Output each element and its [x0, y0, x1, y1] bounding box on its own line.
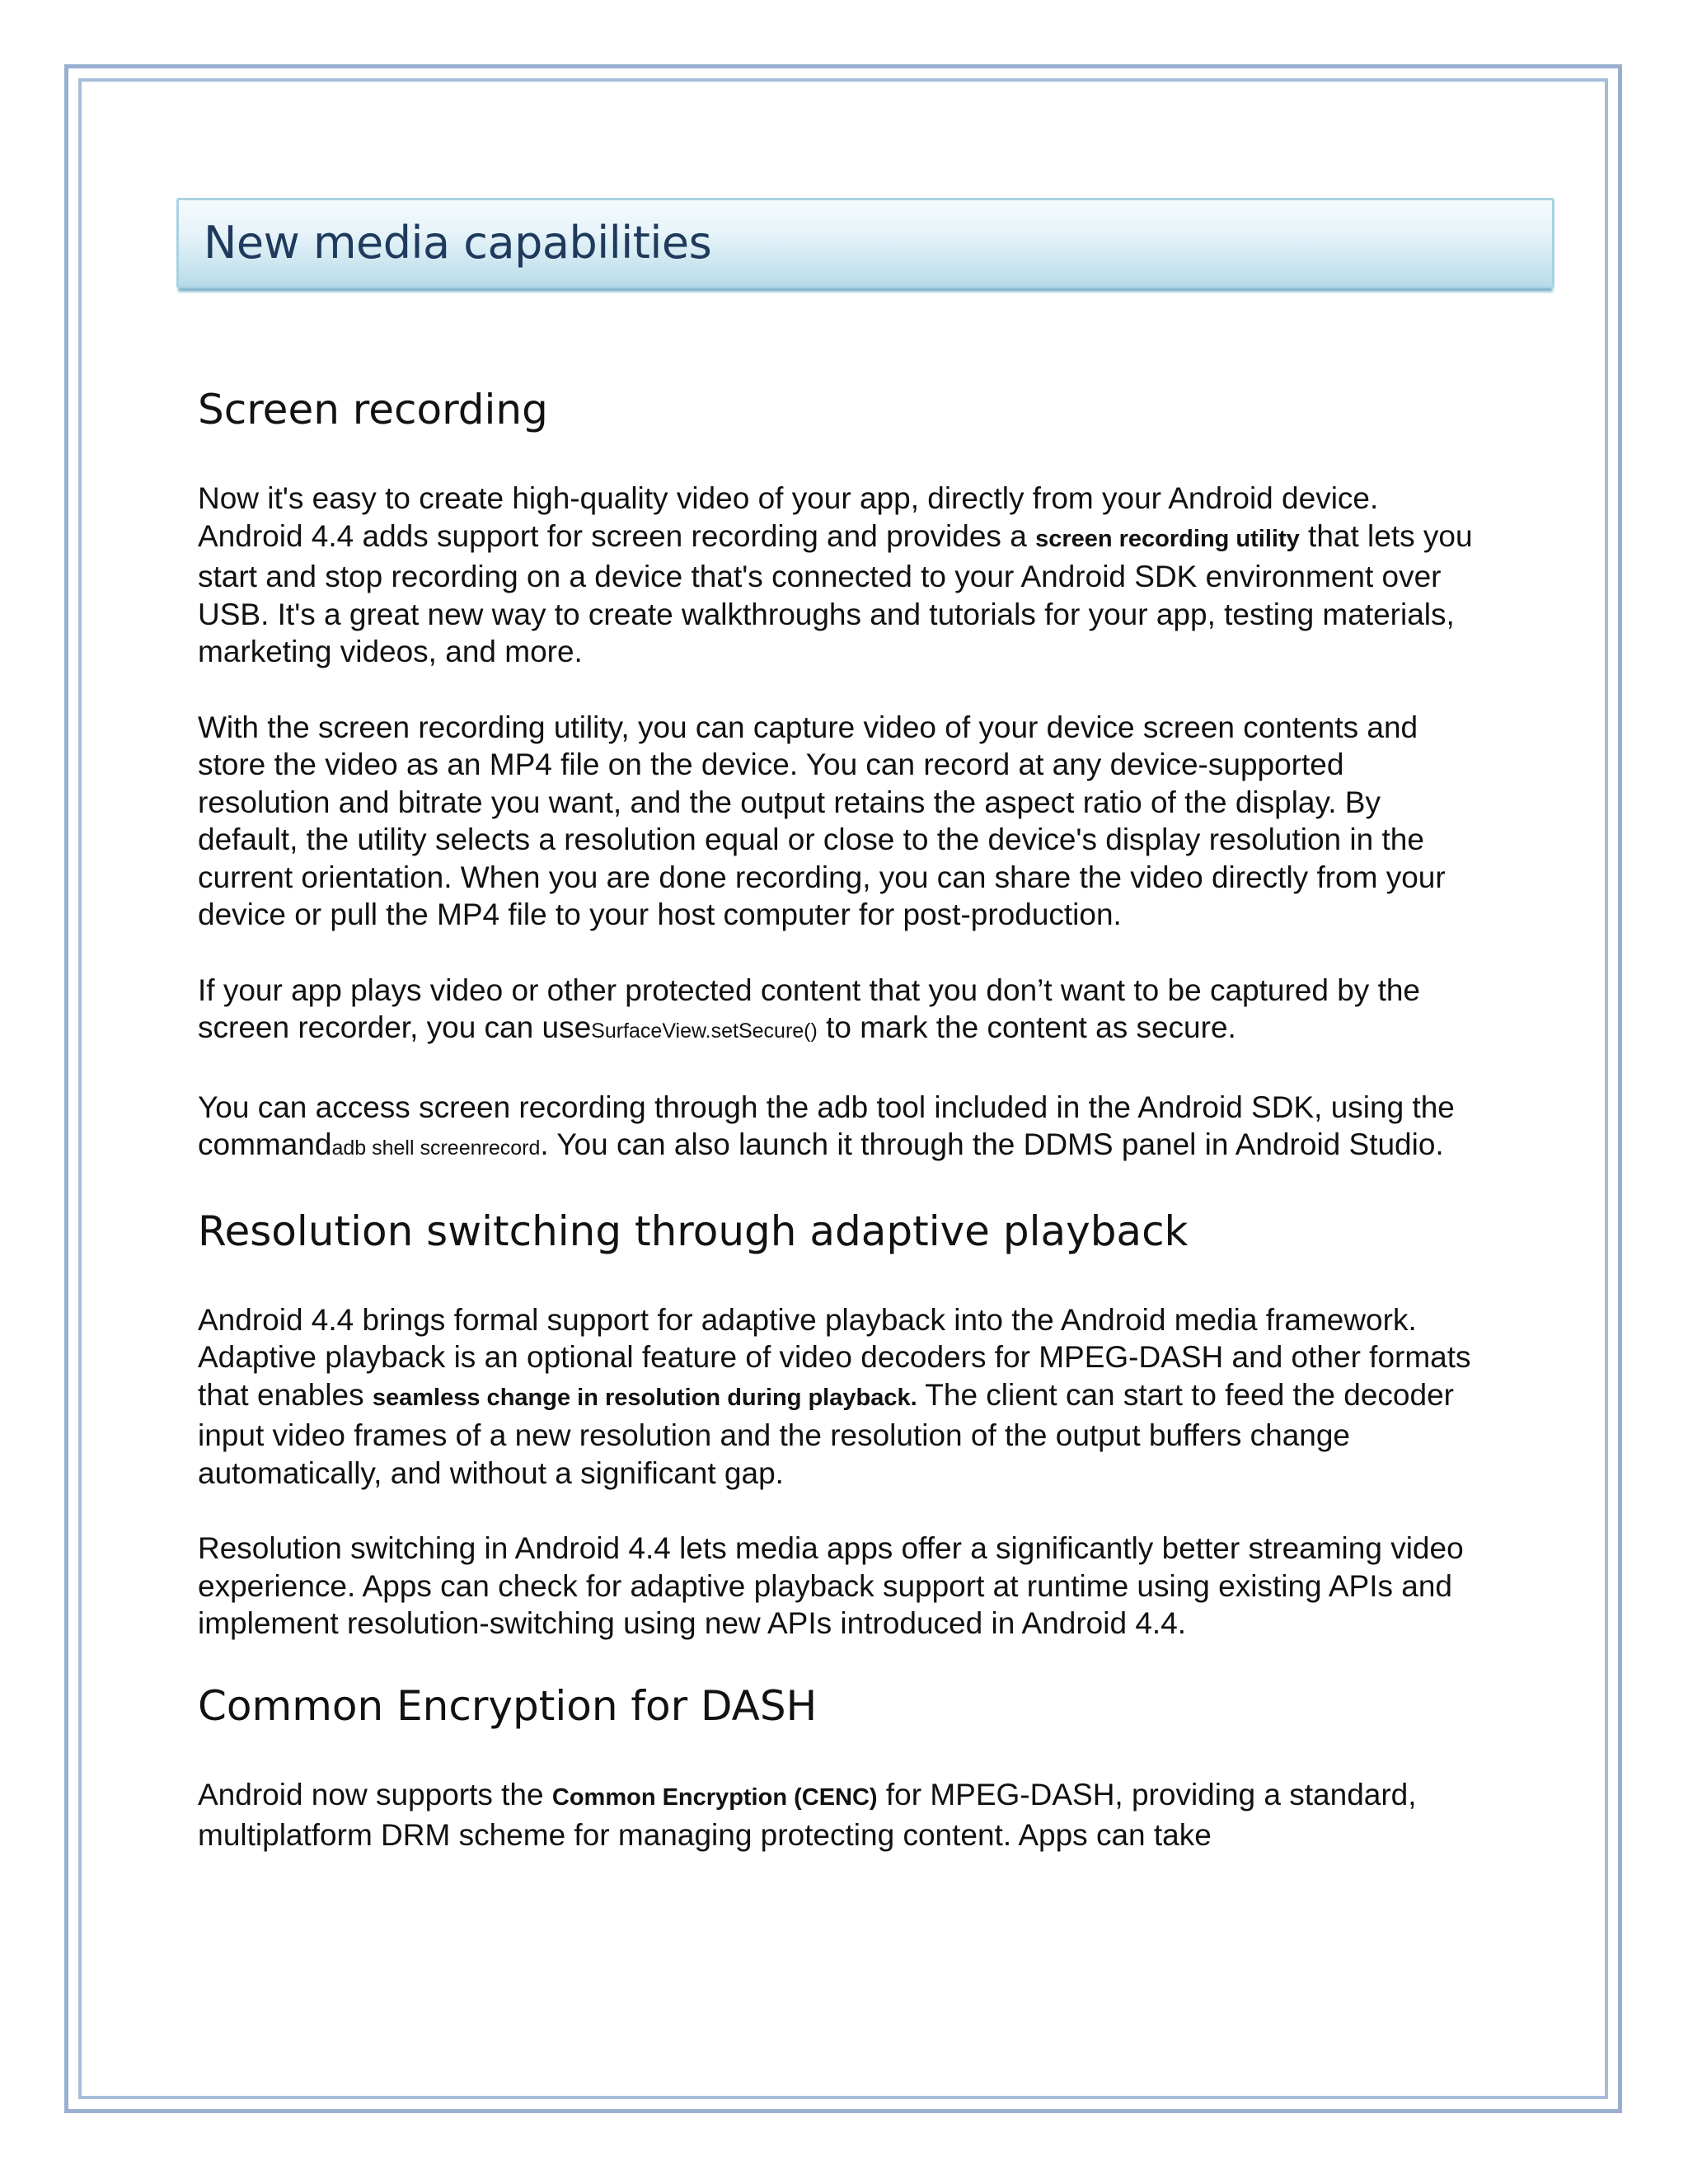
paragraph-adb-command: You can access screen recording through the adb tool included in the Android SDK, using the commandadb shell screenrecord. You can also launch it through the DDMS panel in Android Studio.	[198, 1090, 1455, 1161]
cenc-link[interactable]: Common Encryption (CENC)	[551, 1783, 878, 1811]
paragraph-protected-content: If your app plays video or other protected content that you don’t want to be captured by the screen recorder, you can useSurfaceView.setSecure() to mark the content as secure.	[198, 972, 1420, 1044]
surfaceview-setsecure-code: SurfaceView.setSecure()	[591, 1019, 818, 1043]
page-title: New media capabilities	[204, 217, 712, 269]
adb-screenrecord-code: adb shell screenrecord	[331, 1137, 541, 1160]
section-heading-screen-recording: Screen recording	[198, 386, 548, 434]
title-banner	[176, 198, 1554, 288]
paragraph-screen-recording-intro: Now it's easy to create high-quality video of your app, directly from your Android device. Android 4.4 adds support for screen recording and provides a screen recording utility that lets you start and stop recording on a device that's connected to your Android SDK environment over USB. It's a great new way to create walkthroughs and tutorials for your app, testing materials, marketing videos, and more.	[198, 481, 1473, 668]
paragraph-screen-recording-details: With the screen recording utility, you can capture video of your device screen contents and store the video as an MP4 file on the device. You can record at any device-supported resolution and bitrate you want, and the output retains the aspect ratio of the display. By default, the utility selects a resolution equal or close to the device's display resolution in the current orientation. When you are done recording, you can share the video directly from your device or pull the MP4 file to your host computer for post-production.	[198, 710, 1446, 931]
screen-recording-utility-link[interactable]: screen recording utility	[1035, 525, 1300, 552]
paragraph-resolution-switching: Resolution switching in Android 4.4 lets media apps offer a significantly better streaming video experience. Apps can check for adaptive playback support at runtime using existing APIs and implement resolution-switching using new APIs introduced in Android 4.4.	[198, 1531, 1464, 1640]
seamless-change-link[interactable]: seamless change in resolution during playback.	[372, 1384, 917, 1411]
document-body	[198, 386, 1484, 1854]
paragraph-common-encryption: Android now supports the Common Encryption (CENC) for MPEG-DASH, providing a standard, multiplatform DRM scheme for managing protecting content. Apps can take	[198, 1777, 1417, 1852]
section-heading-common-encryption: Common Encryption for DASH	[198, 1681, 818, 1730]
paragraph-adaptive-playback: Android 4.4 brings formal support for adaptive playback into the Android media framework. Adaptive playback is an optional feature of video decoders for MPEG-DASH and other formats that enables seamless change in resolution during playback. The client can start to feed the decoder input video frames of a new resolution and the resolution of the output buffers change automatically, and without a significant gap.	[198, 1302, 1471, 1490]
section-heading-resolution-switching: Resolution switching through adaptive playback	[198, 1207, 1189, 1255]
